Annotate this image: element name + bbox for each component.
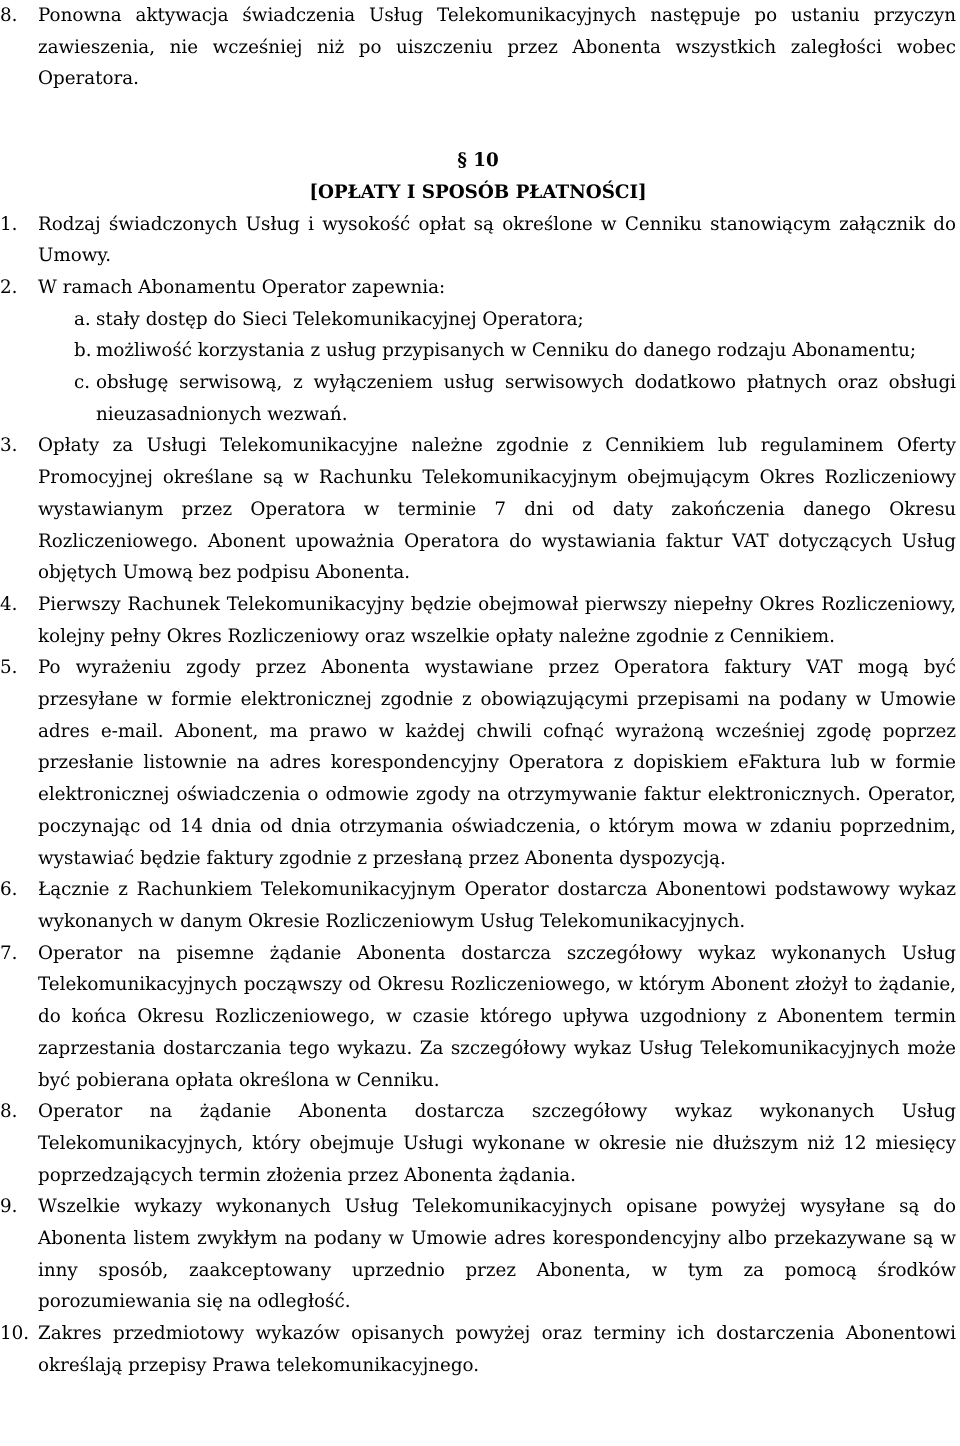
item-text: Pierwszy Rachunek Telekomunikacyjny będzie obejmował pierwszy niepełny Okres Rozliczeniowy, kolejny pełny Okres Rozliczeniowy oraz wszelkie opłaty należne zgodnie z Cennikiem. xyxy=(38,593,956,647)
item-number: 2. xyxy=(0,276,18,298)
prev-section-item-8 xyxy=(0,0,956,95)
list-item-2 xyxy=(0,272,956,304)
section-number: § 10 xyxy=(457,150,499,172)
list-item-6 xyxy=(0,874,956,937)
item-text: Zakres przedmiotowy wykazów opisanych powyżej oraz terminy ich dostarczenia Abonentowi określają przepisy Prawa telekomunikacyjnego. xyxy=(38,1323,956,1376)
list-item-10 xyxy=(0,1318,956,1381)
sub-item-a xyxy=(0,304,956,336)
sub-item-b xyxy=(0,335,956,367)
sub-item-letter: c. xyxy=(74,372,91,394)
item-number: 9. xyxy=(0,1196,18,1218)
sub-item-text: możliwość korzystania z usług przypisanych w Cenniku do danego rodzaju Abonamentu; xyxy=(96,340,917,362)
item-text: Opłaty za Usługi Telekomunikacyjne należne zgodnie z Cennikiem lub regulaminem Oferty Promocyjnej określane są w Rachunku Telekomunikacyjnym obejmującym Okres Rozliczeniowy wystawianym przez Operatora w terminie 7 dni od daty zakończenia danego Okresu Rozliczeniowego. Abonent upoważnia Operatora do wystawiania faktur VAT dotyczących Usług objętych Umową bez podpisu Abonenta. xyxy=(38,435,956,584)
item-text: Operator na pisemne żądanie Abonenta dostarcza szczegółowy wykaz wykonanych Usług Telekomunikacyjnych począwszy od Okresu Rozliczeniowego, w którym Abonent złożył to żądanie, do końca Okresu Rozliczeniowego, w czasie którego upływa uzgodniony z Abonentem termin zaprzestania dostarczania tego wykazu. Za szczegółowy wykaz Usług Telekomunikacyjnych może być pobierana opłata określona w Cenniku. xyxy=(38,942,956,1091)
item-number: 6. xyxy=(0,879,18,901)
item-text: Wszelkie wykazy wykonanych Usług Telekomunikacyjnych opisane powyżej wysyłane są do Abonenta listem zwykłym na podany w Umowie adres korespondencyjny albo przekazywane są w inny sposób, zaakceptowany uprzednio przez Abonenta, w tym za pomocą środków porozumiewania się na odległość. xyxy=(38,1196,956,1313)
item-text: Po wyrażeniu zgody przez Abonenta wystawiane przez Operatora faktury VAT mogą być przesyłane w formie elektronicznej zgodnie z obowiązującymi przepisami na podany w Umowie adres e-mail. Abonent, ma prawo w każdej chwili cofnąć wyrażoną wcześniej zgodę poprzez przesłanie listownie na adres korespondencyjny Operatora z dopiskiem eFaktura lub w formie elektronicznej oświadczenia o odmowie zgody na otrzymywanie faktur elektronicznych. Operator, poczynając od 14 dnia od dnia otrzymania oświadczenia, o którym mowa w zdaniu poprzednim, wystawiać będzie faktury zgodnie z przesłaną przez Abonenta dyspozycją. xyxy=(38,657,956,869)
item-number: 3. xyxy=(0,435,18,457)
item-text: Rodzaj świadczonych Usług i wysokość opłat są określone w Cenniku stanowiącym załącznik do Umowy. xyxy=(38,213,956,267)
sub-item-text: obsługę serwisową, z wyłączeniem usług serwisowych dodatkowo płatnych oraz obsługi nieuzasadnionych wezwań. xyxy=(96,372,956,425)
list-item-8 xyxy=(0,1096,956,1191)
item-text: W ramach Abonamentu Operator zapewnia: xyxy=(38,276,446,298)
list-item-3 xyxy=(0,430,956,589)
item-number: 1. xyxy=(0,213,18,235)
list-item-5 xyxy=(0,652,956,874)
sub-item-letter: b. xyxy=(74,340,92,362)
item-number: 10. xyxy=(0,1323,30,1345)
list-item-4 xyxy=(0,589,956,652)
sub-item-letter: a. xyxy=(74,308,91,330)
item-text: Operator na żądanie Abonenta dostarcza szczegółowy wykaz wykonanych Usług Telekomunikacyjnych, który obejmuje Usługi wykonane w okresie nie dłuższym niż 12 miesięcy poprzedzających termin złożenia przez Abonenta żądania. xyxy=(38,1101,956,1186)
list-item-1 xyxy=(0,209,956,272)
sub-item-c xyxy=(0,367,956,430)
item-text: Łącznie z Rachunkiem Telekomunikacyjnym Operator dostarcza Abonentowi podstawowy wykaz wykonanych w danym Okresie Rozliczeniowym Usług Telekomunikacyjnych. xyxy=(38,879,956,932)
sub-item-text: stały dostęp do Sieci Telekomunikacyjnej Operatora; xyxy=(96,308,584,330)
list-item-9 xyxy=(0,1191,956,1318)
item-text: Ponowna aktywacja świadczenia Usług Telekomunikacyjnych następuje po ustaniu przyczyn zawieszenia, nie wcześniej niż po uiszczeniu przez Abonenta wszystkich zaległości wobec Operatora. xyxy=(38,5,956,90)
section-title: [OPŁATY I SPOSÓB PŁATNOŚCI] xyxy=(309,181,647,203)
list-item-7 xyxy=(0,938,956,1097)
item-number: 8. xyxy=(0,1101,18,1123)
item-number: 5. xyxy=(0,657,18,679)
item-number: 8. xyxy=(0,5,18,26)
item-number: 4. xyxy=(0,593,18,615)
item-number: 7. xyxy=(0,942,18,964)
